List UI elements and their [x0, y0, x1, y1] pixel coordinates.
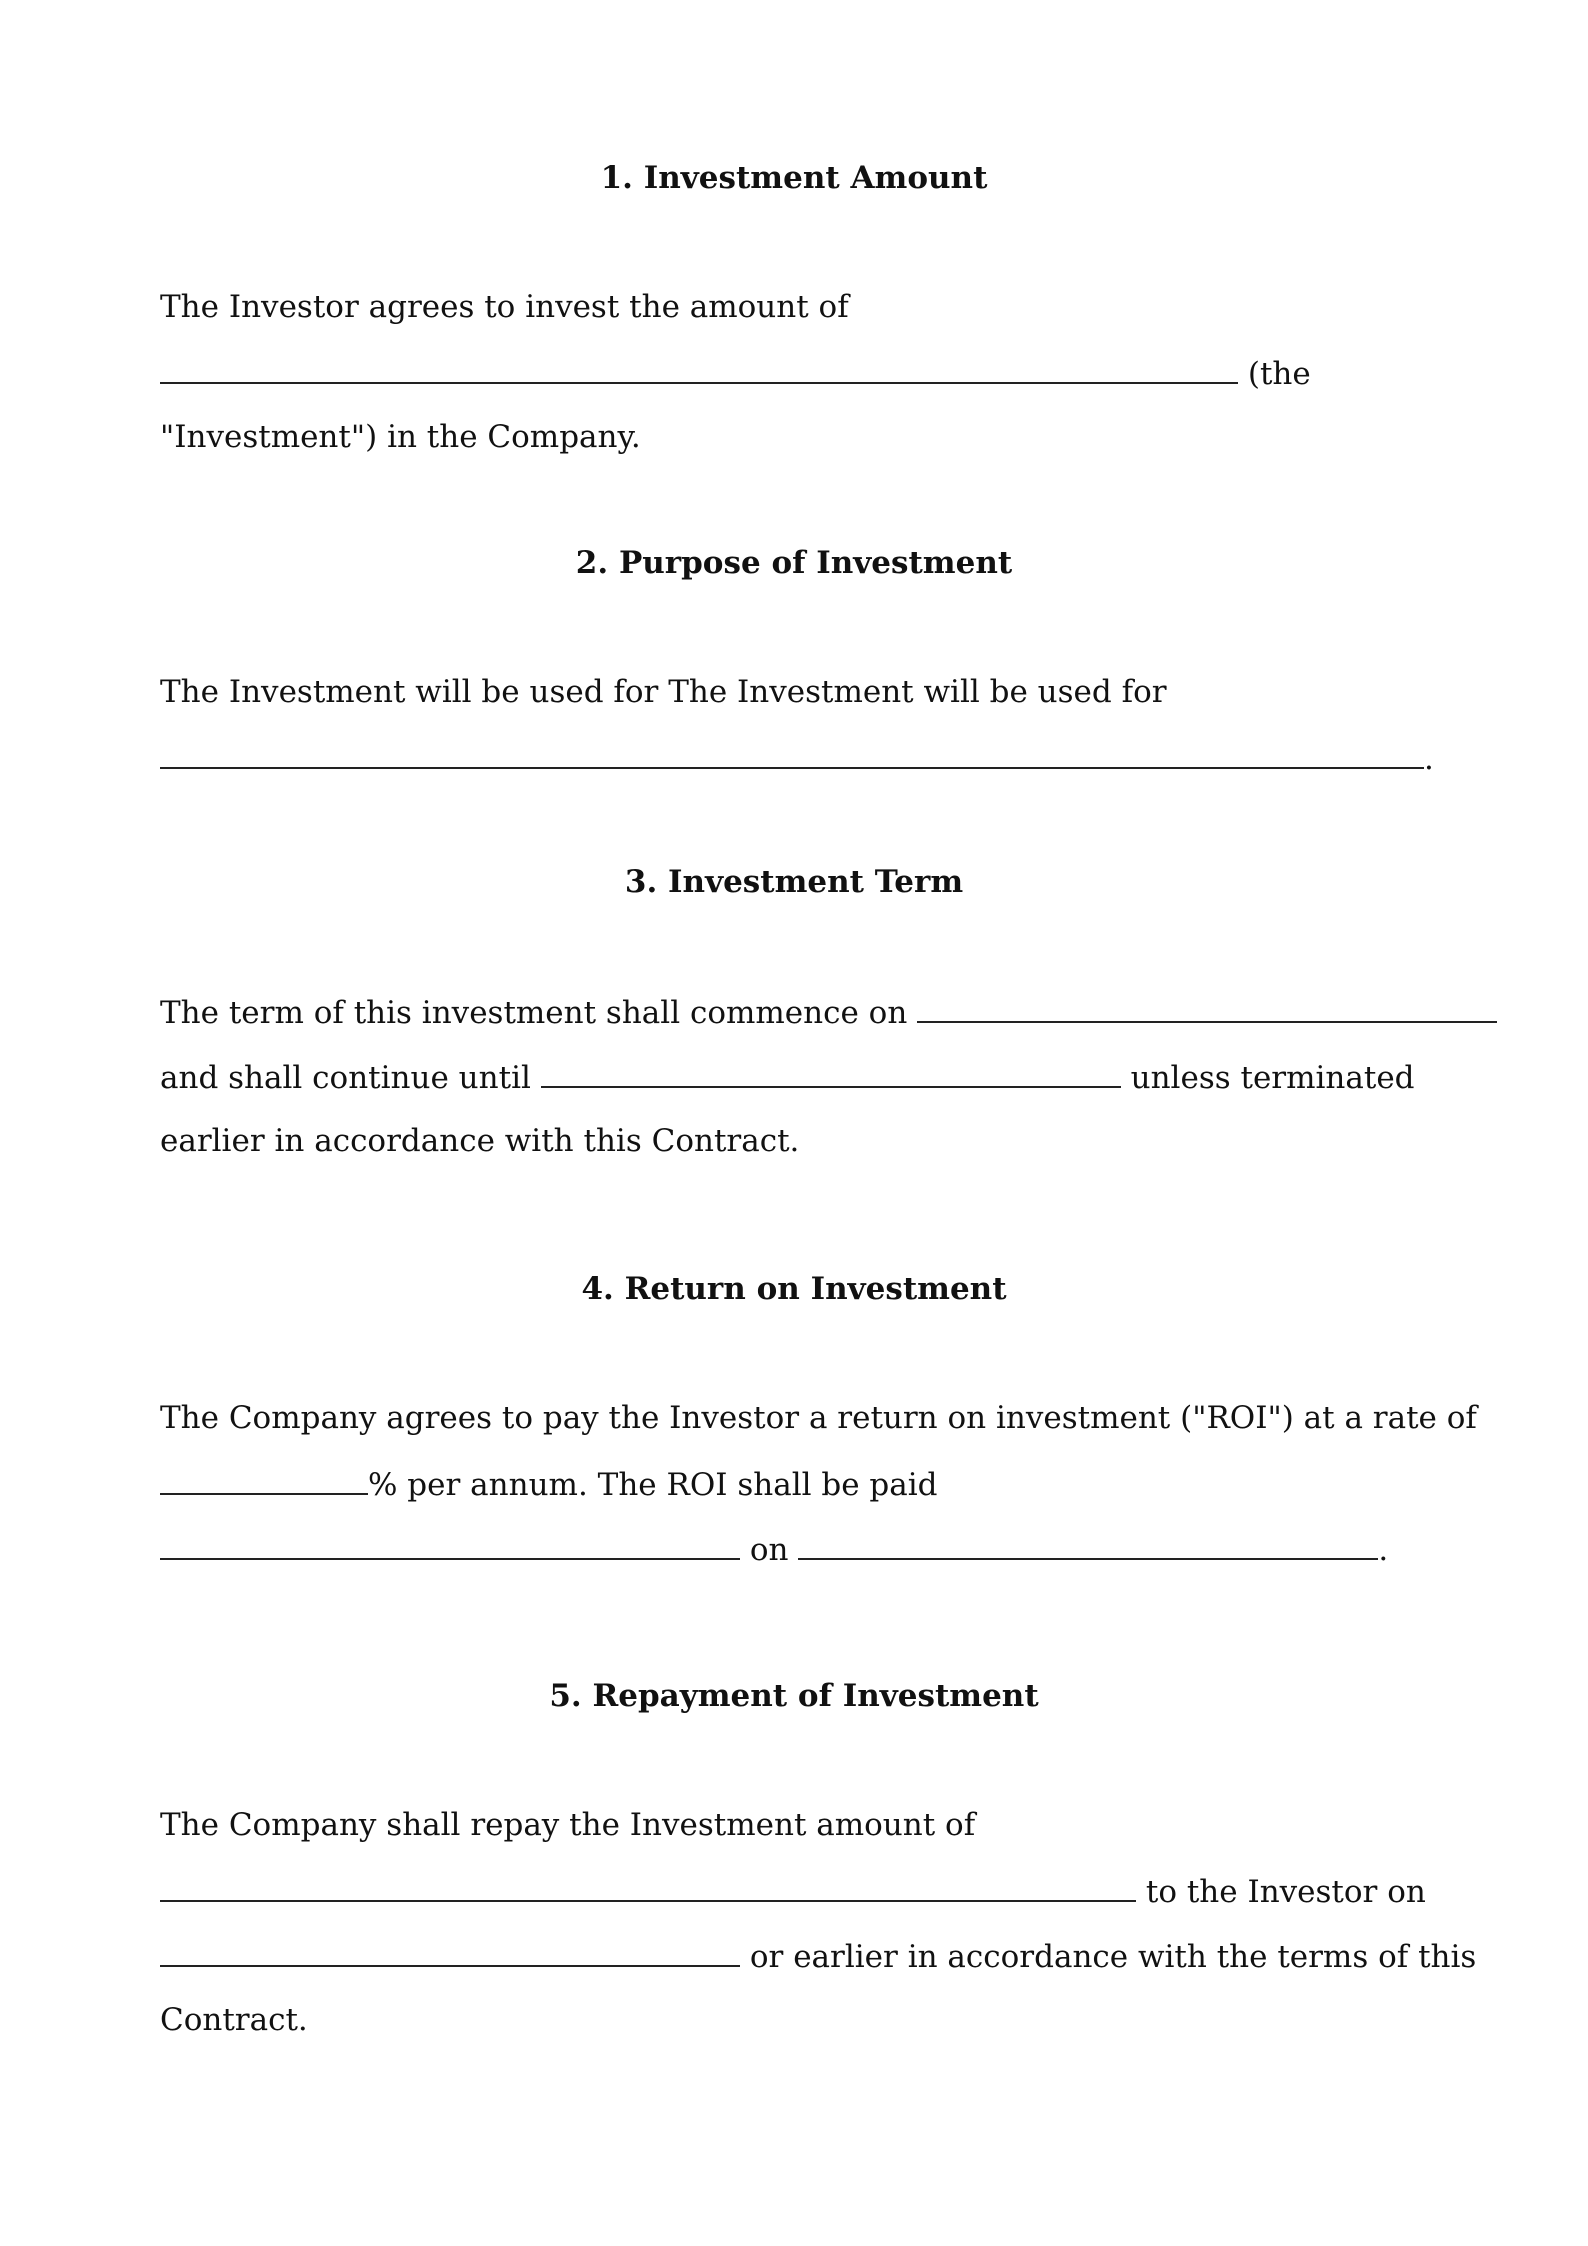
section-1-line-2-text: (the: [1247, 356, 1311, 392]
section-4-line-1: The Company agrees to pay the Investor a return on investment ("ROI") at a rate of: [160, 1400, 1477, 1436]
section-5-line-4: Contract.: [160, 2002, 308, 2038]
section-5-line-2: [160, 1870, 1426, 1912]
purpose-blank[interactable]: [160, 737, 1424, 769]
section-heading-investment-amount: 1. Investment Amount: [600, 160, 988, 196]
roi-payment-date-blank[interactable]: [798, 1528, 1378, 1560]
commence-date-blank[interactable]: [917, 991, 1497, 1023]
roi-frequency-blank[interactable]: [160, 1528, 740, 1560]
section-4-line-2-text: % per annum. The ROI shall be paid: [368, 1467, 938, 1503]
repayment-amount-blank[interactable]: [160, 1870, 1136, 1902]
section-5-line-3: [160, 1935, 1476, 1977]
repayment-date-blank[interactable]: [160, 1935, 740, 1967]
section-2-line-2: [160, 737, 1434, 779]
section-4-on-text: on: [749, 1532, 789, 1568]
end-date-blank[interactable]: [541, 1056, 1121, 1088]
section-3-line-2-text-a: and shall continue until: [160, 1060, 531, 1096]
section-2-line-1: The Investment will be used for The Investment will be used for: [160, 674, 1167, 710]
investment-amount-blank[interactable]: [160, 352, 1238, 384]
roi-rate-blank[interactable]: [160, 1463, 368, 1495]
section-heading-purpose-of-investment: 2. Purpose of Investment: [575, 545, 1013, 581]
section-5-line-1: The Company shall repay the Investment amount of: [160, 1807, 976, 1843]
section-3-line-2-text-b: unless terminated: [1130, 1060, 1415, 1096]
section-3-line-1: [160, 991, 1497, 1033]
section-3-line-1-text: The term of this investment shall commence on: [160, 995, 908, 1031]
section-1-line-3: "Investment") in the Company.: [160, 419, 641, 455]
section-4-period: .: [1378, 1532, 1389, 1568]
section-3-line-3: earlier in accordance with this Contract.: [160, 1123, 800, 1159]
section-1-line-2: [160, 352, 1311, 394]
section-4-line-2: [160, 1463, 938, 1505]
section-heading-investment-term: 3. Investment Term: [624, 864, 964, 900]
section-4-line-3: [160, 1528, 1388, 1570]
section-5-line-2-text: to the Investor on: [1145, 1874, 1426, 1910]
section-heading-repayment-of-investment: 5. Repayment of Investment: [549, 1678, 1039, 1714]
section-heading-return-on-investment: 4. Return on Investment: [581, 1271, 1007, 1307]
section-2-period: .: [1424, 741, 1434, 777]
section-1-line-1: The Investor agrees to invest the amount of: [160, 289, 849, 325]
section-5-line-3-text: or earlier in accordance with the terms of this: [749, 1939, 1477, 1975]
section-3-line-2: [160, 1056, 1415, 1098]
